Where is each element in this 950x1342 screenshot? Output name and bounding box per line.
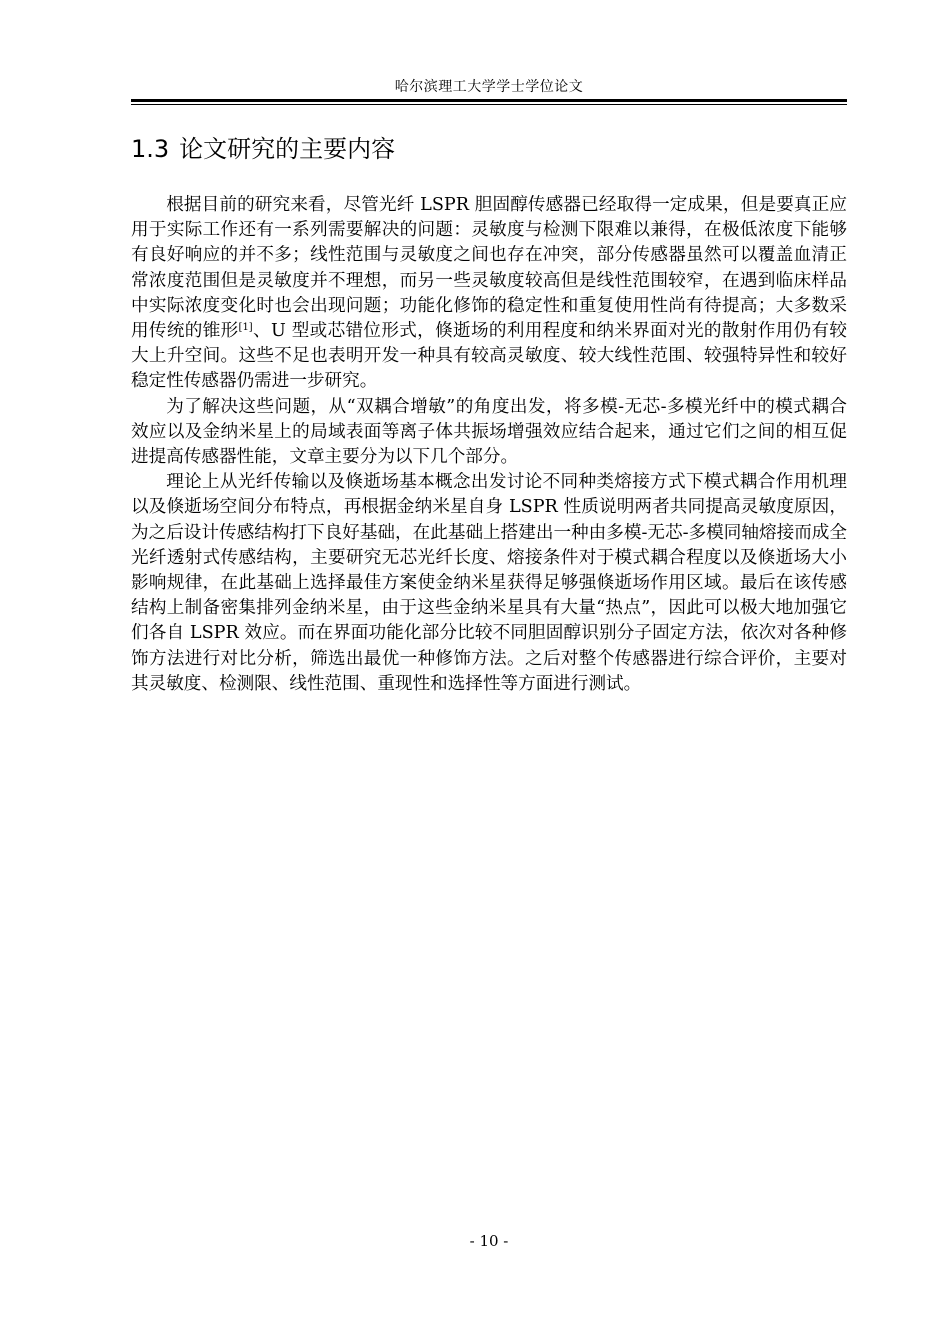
body-text bbox=[131, 193, 847, 697]
section-heading bbox=[131, 131, 395, 167]
section-title: 论文研究的主要内容 bbox=[179, 135, 396, 163]
paragraph-1-text-b: 、U 型或芯错位形式，倏逝场的利用程度和纳米界面对光的散射作用仍有较大上升空间。这些不足也表明开发一种具有较高灵敏度、较大线性范围、较强特异性和较好稳定性传感器仍需进一步研究。 bbox=[131, 321, 847, 392]
running-header: 哈尔滨理工大学学士学位论文 bbox=[394, 79, 584, 95]
paragraph-1 bbox=[131, 193, 847, 395]
paragraph-3: 理论上从光纤传输以及倏逝场基本概念出发讨论不同种类熔接方式下模式耦合作用机理以及倏逝场空间分布特点，再根据金纳米星自身 LSPR 性质说明两者共同提高灵敏度原因，为之后设计传感结构打下良好基础，在此基础上搭建出一种由多模-无芯-多模同轴熔接而成全光纤透射式传感结构，主要研究无芯光纤长度、熔接条件对于模式耦合程度以及倏逝场大小影响规律，在此基础上选择最佳方案使金纳米星获得足够强倏逝场作用区域。最后在该传感结构上制备密集排列金纳米星，由于这些金纳米星具有大量“热点”，因此可以极大地加强它们各自 LSPR 效应。而在界面功能化部分比较不同胆固醇识别分子固定方法，依次对各种修饰方法进行对比分析，筛选出最优一种修饰方法。之后对整个传感器进行综合评价，主要对其灵敏度、检测限、线性范围、重现性和选择性等方面进行测试。 bbox=[131, 472, 847, 694]
page-number: - 10 - bbox=[469, 1232, 509, 1250]
paragraph-2: 为了解决这些问题，从“双耦合增敏”的角度出发，将多模-无芯-多模光纤中的模式耦合效应以及金纳米星上的局域表面等离子体共振场增强效应结合起来，通过它们之间的相互促进提高传感器性能，文章主要分为以下几个部分。 bbox=[131, 396, 847, 468]
section-number: 1.3 bbox=[131, 135, 170, 163]
citation-1: [1] bbox=[238, 322, 253, 334]
header-rule-thin bbox=[131, 104, 847, 105]
paragraph-1-text-a: 根据目前的研究来看，尽管光纤 LSPR 胆固醇传感器已经取得一定成果，但是要真正应用于实际工作还有一系列需要解决的问题：灵敏度与检测下限难以兼得，在极低浓度下能够有良好响应的并不多；线性范围与灵敏度之间也存在冲突，部分传感器虽然可以覆盖血清正常浓度范围但是灵敏度并不理想，而另一些灵敏度较高但是线性范围较窄，在遇到临床样品中实际浓度变化时也会出现问题；功能化修饰的稳定性和重复使用性尚有待提高；大多数采用传统的锥形 bbox=[131, 195, 847, 342]
header-rule-thick bbox=[131, 99, 847, 102]
